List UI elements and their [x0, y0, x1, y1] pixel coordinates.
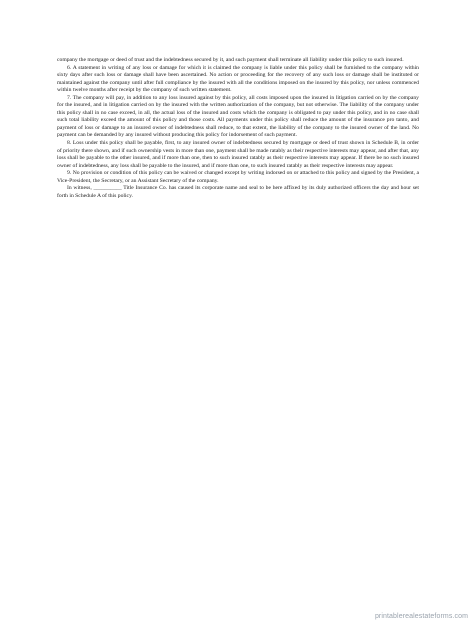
site-watermark: printablerealestateforms.com: [374, 613, 468, 620]
paragraph-6-statement-of-loss: 6. A statement in writing of any loss or damage for which it is claimed the company is liable under this policy shall be furnished to the company within sixty days after such loss or damage shall have been ascertained. No action or proceeding for the recovery of any such loss or damage shall be instituted or maintained against the company until after full compliance by the insured with all the conditions imposed on the insured by this policy, nor unless commenced within twelve months after receipt by the company of such written statement.: [57, 64, 419, 94]
document-body: [57, 57, 419, 200]
paragraph-in-witness: In witness, __________ Title Insurance Co. has caused its corporate name and seal to be here affixed by its duly authorized officers the day and hour set forth in Schedule A of this policy.: [57, 185, 419, 199]
paragraph-7-costs-and-liability: 7. The company will pay, in addition to any loss insured against by this policy, all costs imposed upon the insured in litigation carried on by the company for the insured, and in litigation carried on by the insured with the written authorization of the company, but not otherwise. The liability of the company under this policy shall in no case exceed, in all, the actual loss of the insured and costs which the company is obligated to pay under this policy, and in no case shall such total liability exceed the amount of this policy and those costs. All payments under this policy shall reduce the amount of the insurance pro tanto, and payment of loss or damage to an insured owner of indebtedness shall reduce, to that extent, the liability of the company to the insured owner of the land. No payment can be demanded by any insured without producing this policy for indorsement of such payment.: [57, 94, 419, 139]
paragraph-9-waiver: 9. No provision or condition of this policy can be waived or changed except by writing indorsed on or attached to this policy and signed by the President, a Vice-President, the Secretary, or an Assistant Secretary of the company.: [57, 170, 419, 184]
paragraph-8-loss-payable: 8. Loss under this policy shall be payable, first, to any insured owner of indebtedness secured by mortgage or deed of trust shown in Schedule B, in order of priority there shown, and if such ownership vests in more than one, payment shall be made ratably as their respective interests may appear, and after that, any loss shall be payable to the other insured, and if more than one, then to such insured ratably as their respective interests may appear. If there be no such insured owner of indebtedness, any loss shall be payable to the insured, and if more than one, to such insured ratably as their respective interests may appear.: [57, 140, 419, 169]
paragraph-continuation: company the mortgage or deed of trust and the indebtedness secured by it, and such payment shall terminate all liability under this policy to such insured.: [57, 57, 404, 63]
